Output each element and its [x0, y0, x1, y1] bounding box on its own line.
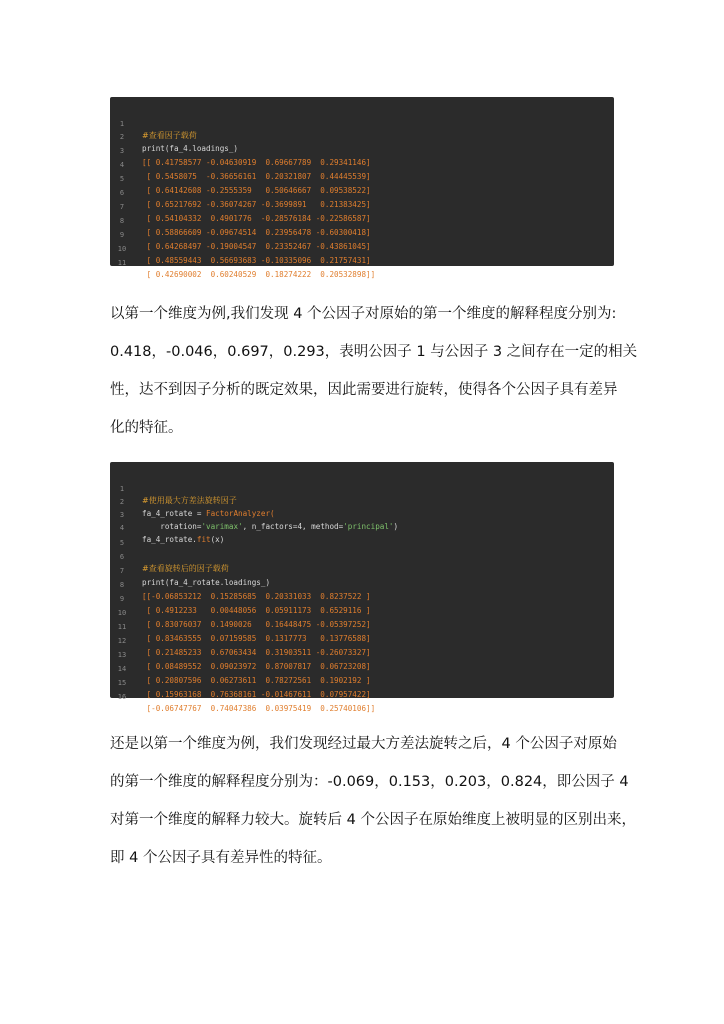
code-fit-call	[142, 534, 224, 546]
output-row: [ 0.20807596 0.06273611 0.78272561 0.1902192 ]	[142, 676, 371, 685]
output-row: [ 0.48559443 0.56693683 -0.10335096 0.21757431]	[142, 256, 371, 265]
line-number: 14	[117, 665, 127, 673]
line-number: 16	[117, 693, 127, 701]
paragraph-line: 性，达不到因子分析的既定效果，因此需要进行旋转，使得各个公因子具有差异	[110, 382, 618, 398]
output-row: [ 0.21485233 0.67063434 0.31903511 -0.26073327]	[142, 648, 371, 657]
output-row: [ 0.65217692 -0.36074267 -0.3699891 0.21383425]	[142, 200, 371, 209]
output-row: [ 0.83463555 0.07159585 0.1317773 0.13776588]	[142, 634, 371, 643]
line-number: 10	[117, 609, 127, 617]
code-block-rotation	[110, 462, 614, 713]
code-assignment	[142, 508, 275, 520]
line-number: 9	[119, 595, 125, 603]
line-number: 8	[119, 581, 125, 589]
line-number: 3	[119, 511, 125, 519]
code-text: rotation=	[142, 522, 202, 531]
line-number: 9	[119, 231, 125, 239]
output-row: [ 0.83076037 0.1490026 0.16448475 -0.05397252]	[142, 620, 371, 629]
line-number: 10	[117, 245, 127, 253]
code-comment: #查看因子载荷	[142, 131, 197, 140]
code-line	[110, 525, 128, 547]
paragraph-line: 以第一个维度为例,我们发现 4 个公因子对原始的第一个维度的解释程度分别为:	[110, 306, 617, 322]
output-row: [ 0.5458075 -0.36656161 0.20321807 0.44445539]	[142, 172, 371, 181]
line-number: 6	[119, 189, 125, 197]
output-row: [ 0.4912233 0.00448056 0.05911173 0.6529116 ]	[142, 606, 371, 615]
paragraph-line: 对第一个维度的解释力较大。旋转后 4 个公因子在原始维度上被明显的区别出来，	[110, 812, 636, 828]
code-line	[110, 471, 237, 505]
code-comment: #查看旋转后的因子载荷	[142, 564, 229, 573]
code-string: 'principal'	[343, 522, 394, 531]
code-arguments	[142, 521, 398, 533]
paragraph-line: 0.418，-0.046，0.697，0.293，表明公因子 1 与公因子 3 之间存在一定的相关	[110, 344, 638, 360]
line-number: 11	[117, 259, 127, 267]
code-block-loadings	[110, 97, 614, 279]
line-number: 4	[119, 524, 125, 532]
line-number: 13	[117, 651, 127, 659]
code-print-statement: print(fa_4.loadings_)	[142, 144, 239, 153]
output-row: [ 0.58866609 -0.09674514 0.23956478 -0.60300418]	[142, 228, 371, 237]
code-function-call: fit	[196, 535, 211, 544]
output-row: [ 0.54104332 0.4901776 -0.28576184 -0.22586587]	[142, 214, 371, 223]
paragraph-line: 化的特征。	[110, 420, 183, 436]
line-number: 1	[119, 120, 125, 128]
line-number: 4	[119, 161, 125, 169]
line-number: 3	[119, 147, 125, 155]
output-row: [[-0.06853212 0.15285685 0.20331033 0.8237522 ]	[142, 592, 371, 601]
output-row: [ 0.64142608 -0.2555359 0.50646667 0.09538522]	[142, 186, 371, 195]
output-row: [-0.06747767 0.74047386 0.03975419 0.25740106]]	[142, 704, 376, 713]
line-number: 2	[119, 498, 125, 506]
code-print-statement: print(fa_4_rotate.loadings_)	[142, 578, 271, 587]
line-number: 2	[119, 133, 125, 141]
line-number: 7	[119, 567, 125, 575]
code-text: (x)	[210, 535, 225, 544]
code-text: , n_factors=4, method=	[242, 522, 344, 531]
output-row: [[ 0.41758577 -0.04630919 0.69667789 0.29341146]	[142, 158, 371, 167]
line-number: 11	[117, 623, 127, 631]
paragraph-line: 还是以第一个维度为例，我们发现经过最大方差法旋转之后，4 个公因子对原始	[110, 736, 617, 752]
code-text: )	[393, 522, 399, 531]
line-number: 5	[119, 175, 125, 183]
output-row: [ 0.42690002 0.60240529 0.18274222 0.20532898]]	[142, 270, 376, 279]
code-text: fa_4_rotate.	[142, 535, 197, 544]
line-number: 1	[119, 485, 125, 493]
paragraph-line: 的第一个维度的解释程度分别为：-0.069，0.153，0.203，0.824，即公因子 4	[110, 774, 629, 790]
line-number: 5	[119, 539, 125, 547]
code-comment: #使用最大方差法旋转因子	[142, 496, 237, 505]
code-string: 'varimax'	[201, 522, 243, 531]
line-number: 15	[117, 679, 127, 687]
paragraph-line: 即 4 个公因子具有差异性的特征。	[110, 850, 332, 866]
output-row: [ 0.15963168 0.76368161 -0.01467611 0.07957422]	[142, 690, 371, 699]
code-line	[110, 106, 197, 140]
code-function-call: FactorAnalyzer(	[206, 509, 275, 518]
line-number: 6	[119, 553, 125, 561]
output-row: [ 0.64268497 -0.19004547 0.23352467 -0.43861045]	[142, 242, 371, 251]
output-row: [ 0.08489552 0.09023972 0.87007817 0.06723208]	[142, 662, 371, 671]
line-number: 12	[117, 637, 127, 645]
line-number: 7	[119, 203, 125, 211]
code-text: fa_4_rotate =	[142, 509, 207, 518]
line-number: 8	[119, 217, 125, 225]
